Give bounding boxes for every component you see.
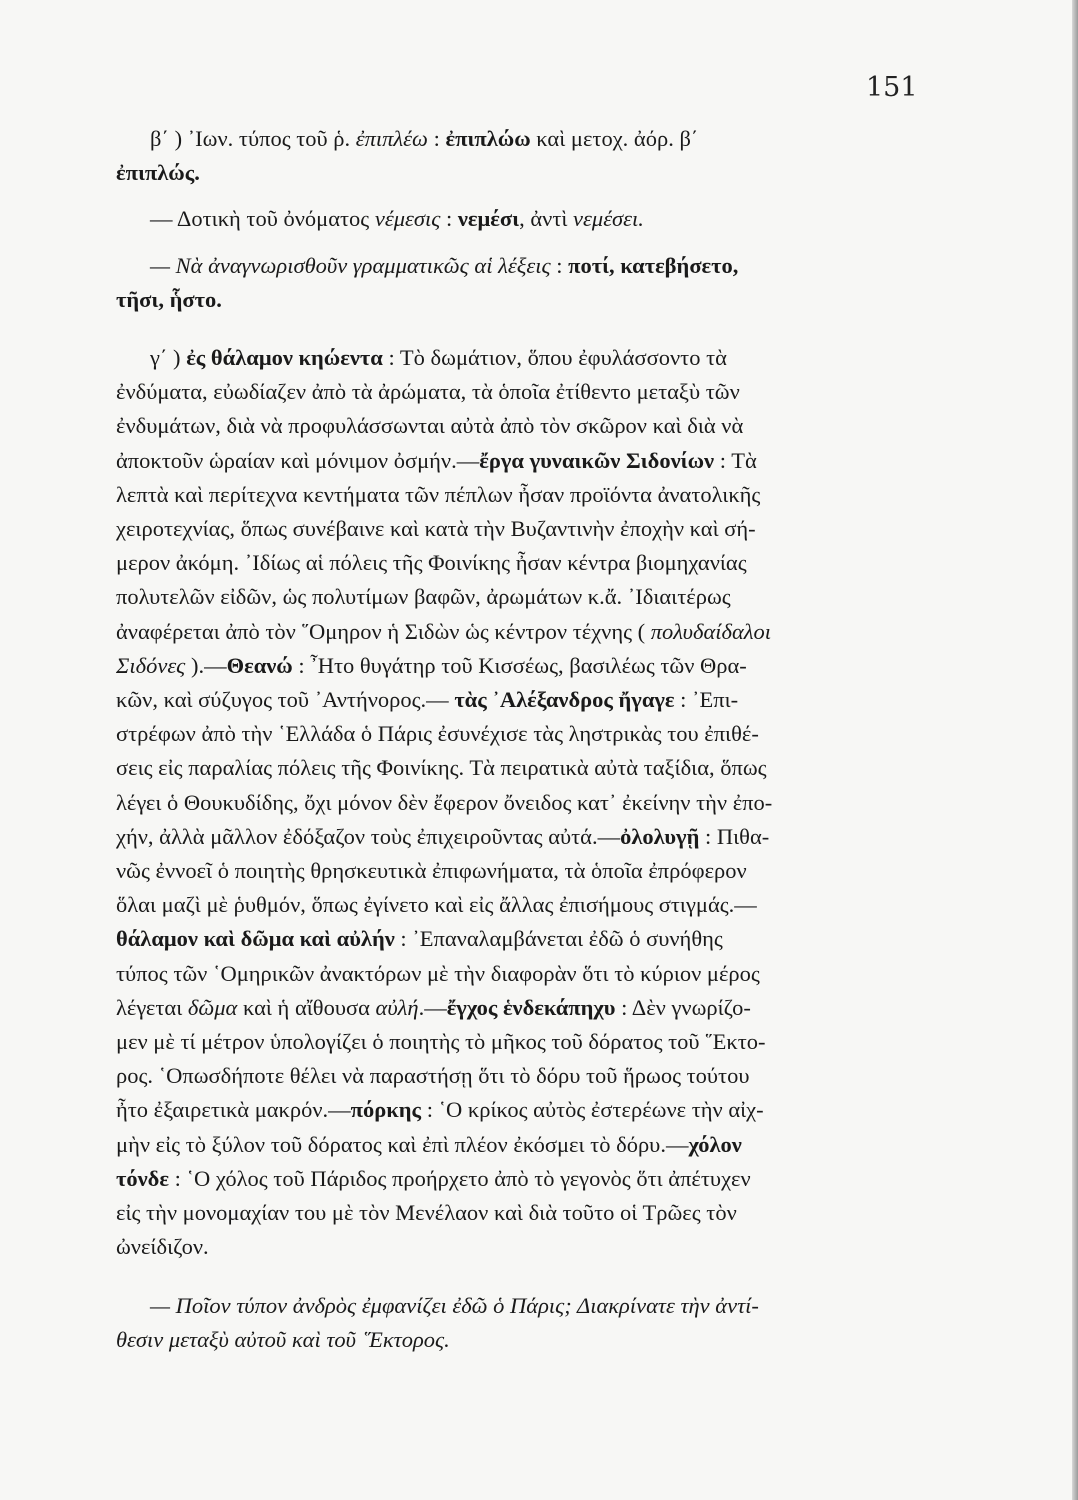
text-run: γ΄ ) bbox=[150, 345, 187, 371]
text-line bbox=[116, 1128, 926, 1162]
text-run: τύπος τῶν ῾Ομηρικῶν ἀνακτόρων μὲ τὴν διαφορὰν ὅτι τὸ κύριον μέρος bbox=[116, 960, 760, 986]
bold-term: ποτί, κατεβήσετο, bbox=[568, 252, 739, 278]
text-run: β΄ ) ᾿Ιων. τύπος τοῦ ῥ. bbox=[150, 126, 356, 151]
text-run: : ῾Ο χόλος τοῦ Πάριδος προήρχετο ἀπὸ τὸ γεγονὸς ὅτι ἀπέτυχεν bbox=[168, 1165, 751, 1191]
italic-text: πολυδαίδαλοι bbox=[650, 618, 772, 644]
italic-text: αὐλή bbox=[375, 994, 419, 1020]
bold-term: θάλαμον καὶ δῶμα καὶ αὐλήν bbox=[116, 926, 395, 952]
text-line bbox=[116, 478, 926, 512]
text-run: καὶ ἡ αἴθουσα bbox=[237, 994, 376, 1020]
text-run: μὴν εἰς τὸ ξύλον τοῦ δόρατος καὶ ἐπὶ πλέον ἐκόσμει τὸ δόρυ.— bbox=[116, 1131, 689, 1157]
bold-term: ἔργα γυναικῶν Σιδονίων bbox=[479, 447, 715, 473]
text-run: : bbox=[550, 252, 569, 278]
text-line bbox=[116, 1093, 926, 1127]
bold-term: Θεανώ bbox=[226, 652, 293, 678]
italic-text: — Ποῖον τύπον ἀνδρὸς ἐμφανίζει ἐδῶ ὁ Πάρις; Διακρίνατε τὴν ἀντί- bbox=[150, 1292, 759, 1318]
text-line bbox=[116, 615, 926, 649]
text-run: : Πιθα- bbox=[699, 823, 770, 849]
page-edge-shadow bbox=[1072, 0, 1078, 1500]
bold-term: τόνδε bbox=[116, 1165, 169, 1191]
text-run: : ῏Ητο θυγάτηρ τοῦ Κισσέως, βασιλέως τῶν Θρα- bbox=[292, 652, 747, 678]
text-run: .— bbox=[418, 994, 447, 1020]
body-text bbox=[116, 122, 926, 1357]
text-line bbox=[116, 1230, 926, 1264]
bold-term: νεμέσι bbox=[457, 206, 520, 232]
text-line bbox=[116, 991, 926, 1025]
italic-text: νεμέσει. bbox=[573, 206, 644, 232]
text-run: : Δὲν γνωρίζο- bbox=[615, 994, 751, 1020]
text-line bbox=[116, 751, 926, 785]
text-run: στρέφων ἀπὸ τὴν ῾Ελλάδα ὁ Πάρις ἐσυνέχισε τὰς ληστρικὰς του ἐπιθέ- bbox=[116, 721, 759, 747]
text-line bbox=[116, 957, 926, 991]
text-line bbox=[116, 649, 926, 683]
text-run: μεν μὲ τί μέτρον ὑπολογίζει ὁ ποιητὴς τὸ μῆκος τοῦ δόρατος τοῦ ῞Εκτο- bbox=[116, 1029, 766, 1055]
italic-text: δῶμα bbox=[187, 994, 238, 1020]
text-run: λεπτὰ καὶ περίτεχνα κεντήματα τῶν πέπλων ἦσαν προϊόντα ἀνατολικῆς bbox=[116, 481, 761, 507]
text-run: ἐνδυμάτων, διὰ νὰ προφυλάσσωνται αὐτὰ ἀπὸ τὸν σκῶρον καὶ διὰ νὰ bbox=[116, 413, 744, 439]
text-line bbox=[116, 202, 926, 236]
text-run: ἀποκτοῦν ὡραίαν καὶ μόνιμον ὀσμήν.— bbox=[116, 447, 480, 473]
text-run: εἰς τὴν μονομαχίαν του μὲ τὸν Μενέλαον καὶ διὰ τοῦτο οἱ Τρῶες τὸν bbox=[116, 1200, 737, 1226]
text-run: χειροτεχνίας, ὅπως συνέβαινε καὶ κατὰ τὴν Βυζαντινὴν ἐποχὴν καὶ σή- bbox=[116, 516, 756, 542]
text-run: — Δοτικὴ τοῦ ὀνόματος bbox=[150, 206, 375, 232]
text-run: : ῾Ο κρίκος αὐτὸς ἐστερέωνε τὴν αἰχ- bbox=[421, 1097, 764, 1123]
text-line bbox=[116, 122, 926, 156]
text-line bbox=[116, 820, 926, 854]
text-line bbox=[116, 341, 926, 375]
text-line bbox=[116, 156, 926, 190]
text-run: ὠνείδιζον. bbox=[116, 1234, 209, 1260]
text-run: χήν, ἀλλὰ μᾶλλον ἐδόξαζον τοὺς ἐπιχειροῦντας αὐτά.— bbox=[116, 823, 621, 849]
italic-text: — Νὰ ἀναγνωρισθοῦν γραμματικῶς αἱ λέξεις bbox=[150, 252, 551, 278]
text-run: ρος. ῾Οπωσδήποτε θέλει νὰ παραστήσῃ ὅτι τὸ δόρυ τοῦ ἥρωος τούτου bbox=[116, 1063, 750, 1089]
text-run: κῶν, καὶ σύζυγος τοῦ ᾿Αντήνορος.— bbox=[116, 687, 455, 713]
page-number: 151 bbox=[866, 72, 918, 103]
bold-term: ἔγχος ἑνδεκάπηχυ bbox=[446, 994, 616, 1020]
text-run: ἐνδύματα, εὐωδίαζεν ἀπὸ τὰ ἀρώματα, τὰ ὁποῖα ἐτίθεντο μεταξὺ τῶν bbox=[116, 379, 740, 405]
text-line bbox=[116, 854, 926, 888]
text-line bbox=[116, 249, 926, 283]
text-run: λέγεται bbox=[116, 994, 188, 1020]
bold-term: πόρκης bbox=[350, 1097, 422, 1123]
text-run: πολυτελῶν εἰδῶν, ὡς πολυτίμων βαφῶν, ἀρωμάτων κ.ἄ. ᾿Ιδιαιτέρως bbox=[116, 584, 731, 610]
text-line bbox=[116, 409, 926, 443]
text-line bbox=[116, 546, 926, 580]
text-line bbox=[116, 283, 926, 317]
bold-term: ἐπιπλώς. bbox=[116, 160, 200, 186]
italic-text: νέμεσις bbox=[374, 206, 441, 232]
text-line bbox=[116, 1059, 926, 1093]
text-line bbox=[116, 444, 926, 478]
text-run: : bbox=[427, 126, 446, 151]
bold-term: ἐπιπλώω bbox=[445, 126, 531, 151]
text-run: ἀναφέρεται ἀπὸ τὸν ῞Ομηρον ἡ Σιδὼν ὡς κέντρον τέχνης ( bbox=[116, 618, 651, 644]
text-run: ).— bbox=[185, 652, 227, 678]
text-line bbox=[116, 375, 926, 409]
text-run: μερον ἀκόμη. ᾿Ιδίως αἱ πόλεις τῆς Φοινίκης ἦσαν κέντρα βιομηχανίας bbox=[116, 550, 747, 576]
text-line bbox=[116, 580, 926, 614]
text-run: ὅλαι μαζὶ μὲ ῥυθμόν, ὅπως ἐγίνετο καὶ εἰς ἄλλας ἐπισήμους στιγμάς.— bbox=[116, 892, 757, 918]
text-line bbox=[116, 1025, 926, 1059]
bold-term: χόλον bbox=[688, 1131, 742, 1157]
text-run: σεις εἰς παραλίας πόλεις τῆς Φοινίκης. Τὰ πειρατικὰ αὐτὰ ταξίδια, ὅπως bbox=[116, 755, 767, 781]
text-line bbox=[116, 786, 926, 820]
text-line bbox=[116, 1289, 926, 1323]
text-line bbox=[116, 717, 926, 751]
text-run: : ᾿Επαναλαμβάνεται ἐδῶ ὁ συνήθης bbox=[394, 926, 723, 952]
bold-term: ἐς θάλαμον κηώεντα bbox=[186, 345, 383, 371]
text-run: καὶ μετοχ. ἀόρ. β΄ bbox=[530, 126, 699, 151]
italic-text: θεσιν μεταξὺ αὐτοῦ καὶ τοῦ ῞Εκτορος. bbox=[116, 1326, 450, 1352]
text-run: : bbox=[440, 206, 458, 232]
text-run: : ᾿Επι- bbox=[674, 687, 739, 713]
text-run: : Τὸ δωμάτιον, ὅπου ἐφυλάσσοντο τὰ bbox=[382, 345, 727, 371]
text-line bbox=[116, 1323, 926, 1357]
bold-term: ὀλολυγῇ bbox=[620, 823, 700, 849]
text-run: νῶς ἐννοεῖ ὁ ποιητὴς θρησκευτικὰ ἐπιφωνήματα, τὰ ὁποῖα ἐπρόφερον bbox=[116, 858, 747, 884]
text-line bbox=[116, 683, 926, 717]
italic-text: ἐπιπλέω bbox=[355, 126, 428, 151]
text-line bbox=[116, 888, 926, 922]
italic-text: Σιδόνες bbox=[116, 652, 186, 678]
text-line bbox=[116, 1162, 926, 1196]
text-run: λέγει ὁ Θουκυδίδης, ὄχι μόνον δὲν ἔφερον ὄνειδος κατ᾿ ἐκείνην τὴν ἐπο- bbox=[116, 789, 773, 815]
text-run: : Τὰ bbox=[714, 447, 757, 473]
text-run: ἦτο ἐξαιρετικὰ μακρόν.— bbox=[116, 1097, 351, 1123]
bold-term: τῆσι, ἧστο. bbox=[116, 286, 222, 312]
text-line bbox=[116, 512, 926, 546]
text-run: , ἀντὶ bbox=[519, 206, 574, 232]
text-line bbox=[116, 1196, 926, 1230]
bold-term: τὰς ᾿Αλέξανδρος ἤγαγε bbox=[454, 687, 675, 713]
text-line bbox=[116, 922, 926, 956]
